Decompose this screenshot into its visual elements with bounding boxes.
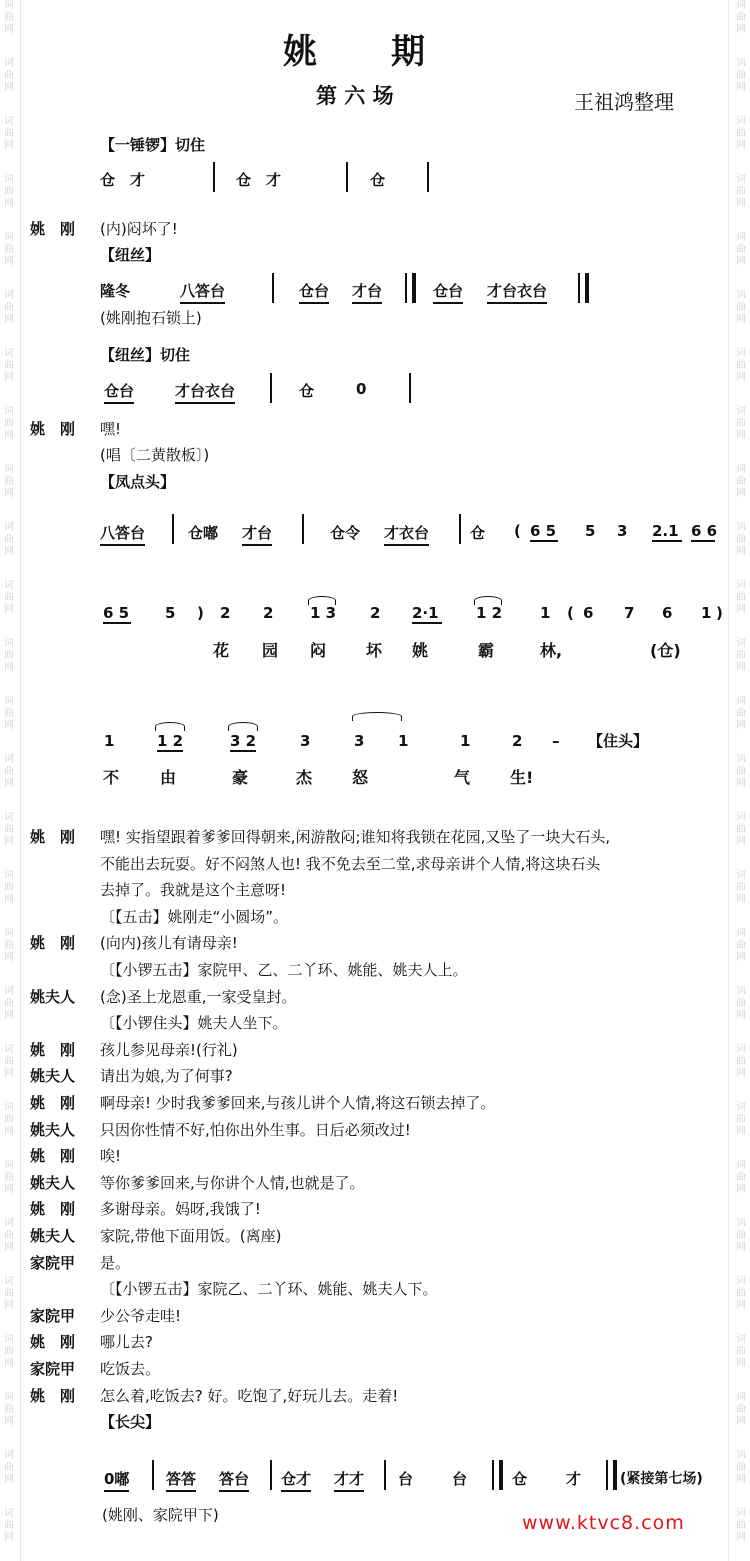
margin-line-left xyxy=(20,0,21,1561)
note: 3 xyxy=(617,522,628,540)
note: 1 xyxy=(460,732,471,750)
dialogue-text: 请出为娘,为了何事? xyxy=(100,1067,233,1086)
watermark-text: 词 曲 网 xyxy=(736,174,746,209)
watermark-text: 词 曲 网 xyxy=(4,1044,14,1079)
note: ) xyxy=(716,604,723,622)
perc-beat: 仓才 xyxy=(281,1468,311,1492)
continuation-note: (紧接第七场) xyxy=(620,1471,703,1487)
watermark-text: 词 曲 网 xyxy=(4,1160,14,1195)
note: 7 xyxy=(624,604,635,622)
lyric: 气 xyxy=(454,768,471,787)
dialogue-text: 哪儿去? xyxy=(100,1333,153,1352)
watermark-text: 词 曲 网 xyxy=(4,116,14,151)
speaker: 姚 刚 xyxy=(30,1147,76,1166)
perc-beat: 仓嘟 xyxy=(188,524,219,542)
watermark-text: 词 曲 网 xyxy=(736,290,746,325)
stage-direction: 【长尖】 xyxy=(100,1413,161,1432)
note: 2·1 xyxy=(412,604,439,622)
perc-beat: 仓 xyxy=(470,524,486,542)
barline xyxy=(172,514,174,544)
barline xyxy=(427,162,429,192)
speaker: 姚 刚 xyxy=(30,1333,76,1352)
site-url[interactable]: www.ktvc8.com xyxy=(522,1512,685,1534)
watermark-text: 词 曲 网 xyxy=(736,1102,746,1137)
watermark-text: 词 曲 网 xyxy=(736,1334,746,1369)
dialogue-text: 少公爷走哇! xyxy=(100,1306,182,1325)
lyric: 豪 xyxy=(232,768,249,787)
lyric: 由 xyxy=(160,768,177,787)
barline xyxy=(213,162,215,192)
watermark-text: 词 曲 网 xyxy=(736,812,746,847)
beam xyxy=(157,750,183,752)
dialogue-text: 啊母亲! 少时我爹爹回来,与孩儿讲个人情,将这石锁去掉了。 xyxy=(100,1094,496,1112)
lyric: 姚 xyxy=(412,641,429,660)
lyric: 闷 xyxy=(310,641,327,660)
note: 1 xyxy=(398,732,409,750)
perc-beat: 才台 xyxy=(242,522,272,546)
perc-cue: 【住头】 xyxy=(588,732,649,750)
note: 3 2 xyxy=(230,732,257,750)
speaker: 姚 刚 xyxy=(30,934,76,953)
perc-beat: 仓 xyxy=(299,382,315,400)
watermark-text: 词 曲 网 xyxy=(736,348,746,383)
barline xyxy=(459,514,461,544)
watermark-text: 词 曲 网 xyxy=(4,232,14,267)
note: 2 xyxy=(263,604,274,622)
watermark-text: 词 曲 网 xyxy=(4,522,14,557)
stage-direction: 〔【小锣住头】姚夫人坐下。 xyxy=(100,1014,288,1033)
lyric: 不 xyxy=(103,768,120,787)
stage-direction: 〔【小锣五击】家院甲、乙、二丫环、姚能、姚夫人上。 xyxy=(100,961,468,979)
watermark-text: 词 曲 网 xyxy=(736,58,746,93)
perc-beat: 答台 xyxy=(219,1468,249,1492)
watermark-text: 词 曲 网 xyxy=(4,754,14,789)
speaker: 姚 刚 xyxy=(30,1094,76,1112)
note: 2.1 xyxy=(652,522,679,540)
watermark-left xyxy=(2,0,16,1561)
note: 2 xyxy=(512,732,523,750)
lyric: 花 xyxy=(213,641,230,660)
perc-beat: 仓 xyxy=(370,171,386,189)
perc-beat: 仓令 xyxy=(330,524,361,542)
note: 1 xyxy=(701,604,712,622)
note: 6 xyxy=(662,604,673,622)
barline xyxy=(302,514,304,544)
note: 1 xyxy=(540,604,551,622)
perc-beat: 台 xyxy=(398,1470,414,1488)
beam xyxy=(691,540,715,542)
dialogue-text: (内)闷坏了! xyxy=(100,220,178,238)
perc-beat: 台 xyxy=(452,1470,468,1488)
dialogue-text: 吃饭去。 xyxy=(100,1360,161,1378)
stage-direction: 〔【五击】姚刚走“小圆场”。 xyxy=(100,907,289,926)
watermark-text: 词 曲 网 xyxy=(4,812,14,847)
perc-beat: 才衣台 xyxy=(384,522,429,546)
dialogue-text: 嘿! xyxy=(100,420,122,438)
watermark-text: 词 曲 网 xyxy=(736,464,746,499)
perc-beat: 才 xyxy=(566,1470,582,1488)
watermark-text: 词 曲 网 xyxy=(736,986,746,1021)
speaker: 姚夫人 xyxy=(30,1227,76,1245)
perc-cue: 【一锤锣】切住 xyxy=(100,136,206,154)
dialogue-text: 唉! xyxy=(100,1147,122,1166)
speaker: 姚夫人 xyxy=(30,987,76,1006)
lyric: 霸 xyxy=(478,641,495,660)
page-title: 姚 期 xyxy=(283,32,427,72)
watermark-text: 词 曲 网 xyxy=(4,1508,14,1543)
watermark-text: 词 曲 网 xyxy=(4,1392,14,1427)
note: ) xyxy=(197,604,204,622)
repeat-bar xyxy=(578,273,589,303)
perc-beat: 才台 xyxy=(352,280,382,304)
watermark-text: 词 曲 网 xyxy=(736,1218,746,1253)
speaker: 姚 刚 xyxy=(30,1040,76,1059)
editor-credit: 王祖鸿整理 xyxy=(574,90,674,114)
watermark-text: 词 曲 网 xyxy=(736,580,746,615)
barline xyxy=(152,1460,154,1490)
speaker: 姚夫人 xyxy=(30,1067,76,1086)
dialogue-text: 是。 xyxy=(100,1253,131,1272)
watermark-text: 词 曲 网 xyxy=(736,638,746,673)
slur xyxy=(228,722,258,731)
slur xyxy=(308,596,336,605)
lyric: 林, xyxy=(540,641,563,660)
speaker: 姚 刚 xyxy=(30,1200,76,1219)
note: 1 2 xyxy=(476,604,503,622)
lyric: 坏 xyxy=(366,641,383,660)
beam xyxy=(103,622,131,624)
watermark-text: 词 曲 网 xyxy=(4,348,14,383)
perc-cue: 【纽丝】 xyxy=(100,246,161,264)
barline xyxy=(384,1460,386,1490)
speaker: 姚夫人 xyxy=(30,1120,76,1139)
dialogue-text: 多谢母亲。妈呀,我饿了! xyxy=(100,1200,261,1219)
speaker: 姚 刚 xyxy=(30,220,76,238)
watermark-text: 词 曲 网 xyxy=(4,0,14,35)
dialogue-text: 孩儿参见母亲!(行礼) xyxy=(100,1040,238,1059)
watermark-text: 词 曲 网 xyxy=(4,696,14,731)
barline xyxy=(409,373,411,403)
watermark-text: 词 曲 网 xyxy=(736,870,746,905)
speaker: 姚 刚 xyxy=(30,420,76,438)
slur xyxy=(155,722,185,731)
watermark-text: 词 曲 网 xyxy=(736,1450,746,1485)
note: – xyxy=(552,732,560,750)
beam xyxy=(412,622,442,624)
watermark-text: 词 曲 网 xyxy=(4,406,14,441)
watermark-text: 词 曲 网 xyxy=(4,1218,14,1253)
note: 6 6 xyxy=(691,522,718,540)
watermark-text: 词 曲 网 xyxy=(736,406,746,441)
perc-beat: 才才 xyxy=(334,1468,364,1492)
perc-beat: 仓 xyxy=(512,1470,528,1488)
dialogue-text: 不能出去玩耍。好不闷煞人也! 我不免去至二堂,求母亲讲个人情,将这块石头 xyxy=(100,854,601,873)
watermark-right xyxy=(734,0,748,1561)
slur xyxy=(352,712,402,721)
sing-direction: (唱〔二黄散板〕) xyxy=(100,446,210,464)
perc-beat: 才台衣台 xyxy=(175,380,235,404)
perc-beat: 0嘟 xyxy=(104,1468,129,1492)
slur xyxy=(474,596,502,605)
perc-beat: 仓 才 xyxy=(236,171,282,189)
perc-beat: 仓台 xyxy=(433,280,463,304)
beam xyxy=(652,540,682,542)
dialogue-text: 嘿! 实指望跟着爹爹回得朝来,闲游散闷;谁知将我锁在花园,又坠了一块大石头, xyxy=(100,828,611,846)
repeat-bar xyxy=(405,273,416,303)
dialogue-text: 怎么着,吃饭去? 好。吃饱了,好玩儿去。走着! xyxy=(100,1386,399,1405)
lyric: 园 xyxy=(262,641,279,660)
note: ( xyxy=(514,522,521,540)
note: 1 2 xyxy=(157,732,184,750)
watermark-text: 词 曲 网 xyxy=(736,1508,746,1543)
lyric: 生! xyxy=(510,768,534,787)
speaker: 家院甲 xyxy=(30,1306,76,1325)
watermark-text: 词 曲 网 xyxy=(4,1334,14,1369)
dialogue-text: 只因你性情不好,怕你出外生事。日后必须改过! xyxy=(100,1120,411,1139)
perc-cue: 【凤点头】 xyxy=(100,473,176,491)
stage-direction: 〔【小锣五击】家院乙、二丫环、姚能、姚夫人下。 xyxy=(100,1280,438,1299)
watermark-text: 词 曲 网 xyxy=(4,928,14,963)
note: 6 5 xyxy=(530,522,557,540)
repeat-bar xyxy=(492,1460,503,1490)
watermark-text: 词 曲 网 xyxy=(4,870,14,905)
watermark-text: 词 曲 网 xyxy=(4,290,14,325)
perc-beat: 八答台 xyxy=(180,280,225,304)
perc-beat: 仓 才 xyxy=(100,171,146,189)
speaker: 家院甲 xyxy=(30,1253,76,1272)
dialogue-text: 等你爹爹回来,与你讲个人情,也就是了。 xyxy=(100,1173,365,1192)
watermark-text: 词 曲 网 xyxy=(736,928,746,963)
barline xyxy=(272,273,274,303)
perc-cue: 【纽丝】切住 xyxy=(100,346,191,364)
stage-direction: (姚刚抱石锁上) xyxy=(100,309,202,327)
scene-heading: 第 六 场 xyxy=(316,83,394,108)
barline xyxy=(346,162,348,192)
note: ( xyxy=(567,604,574,622)
lyric: 杰 xyxy=(296,768,313,787)
perc-beat: 仓台 xyxy=(104,380,134,404)
watermark-text: 词 曲 网 xyxy=(4,638,14,673)
note: 3 xyxy=(354,732,365,750)
beam xyxy=(530,540,558,542)
perc-beat: 仓台 xyxy=(299,280,329,304)
perc-beat: 八答台 xyxy=(100,522,145,546)
watermark-text: 词 曲 网 xyxy=(4,58,14,93)
perc-beat: 才台衣台 xyxy=(487,280,547,304)
barline xyxy=(270,1460,272,1490)
stage-direction: (姚刚、家院甲下) xyxy=(102,1506,219,1524)
note: 5 xyxy=(585,522,596,540)
dialogue-text: 家院,带他下面用饭。(离座) xyxy=(100,1227,282,1245)
speaker: 姚 刚 xyxy=(30,1386,76,1405)
perc-beat: 答答 xyxy=(166,1468,196,1492)
dialogue-text: 去掉了。我就是这个主意呀! xyxy=(100,881,287,900)
perc-beat: 隆冬 xyxy=(100,282,131,300)
beam xyxy=(230,750,256,752)
perc-beat: 0 xyxy=(356,380,367,398)
barline xyxy=(270,373,272,403)
watermark-text: 词 曲 网 xyxy=(4,174,14,209)
watermark-text: 词 曲 网 xyxy=(736,1044,746,1079)
note: 2 xyxy=(220,604,231,622)
watermark-text: 词 曲 网 xyxy=(4,580,14,615)
lyric: (仓) xyxy=(650,641,681,660)
note: 1 xyxy=(104,732,115,750)
note: 3 xyxy=(300,732,311,750)
watermark-text: 词 曲 网 xyxy=(736,696,746,731)
margin-line-right xyxy=(728,0,729,1561)
note: 6 xyxy=(583,604,594,622)
watermark-text: 词 曲 网 xyxy=(4,1450,14,1485)
note: 6 5 xyxy=(103,604,130,622)
watermark-text: 词 曲 网 xyxy=(4,986,14,1021)
dialogue-text: (念)圣上龙恩重,一家受皇封。 xyxy=(100,987,297,1006)
speaker: 姚夫人 xyxy=(30,1173,76,1192)
speaker: 姚 刚 xyxy=(30,828,76,846)
repeat-bar xyxy=(606,1460,617,1490)
watermark-text: 词 曲 网 xyxy=(736,1392,746,1427)
dialogue-text: (向内)孩儿有请母亲! xyxy=(100,934,238,953)
note: 5 xyxy=(165,604,176,622)
watermark-text: 词 曲 网 xyxy=(4,1276,14,1311)
watermark-text: 词 曲 网 xyxy=(736,116,746,151)
watermark-text: 词 曲 网 xyxy=(736,1276,746,1311)
lyric: 怒 xyxy=(352,768,369,787)
note: 2 xyxy=(370,604,381,622)
speaker: 家院甲 xyxy=(30,1360,76,1378)
watermark-text: 词 曲 网 xyxy=(736,522,746,557)
watermark-text: 词 曲 网 xyxy=(4,1102,14,1137)
note: 1 3 xyxy=(310,604,337,622)
watermark-text: 词 曲 网 xyxy=(736,754,746,789)
watermark-text: 词 曲 网 xyxy=(736,1160,746,1195)
watermark-text: 词 曲 网 xyxy=(736,0,746,35)
watermark-text: 词 曲 网 xyxy=(4,464,14,499)
watermark-text: 词 曲 网 xyxy=(736,232,746,267)
